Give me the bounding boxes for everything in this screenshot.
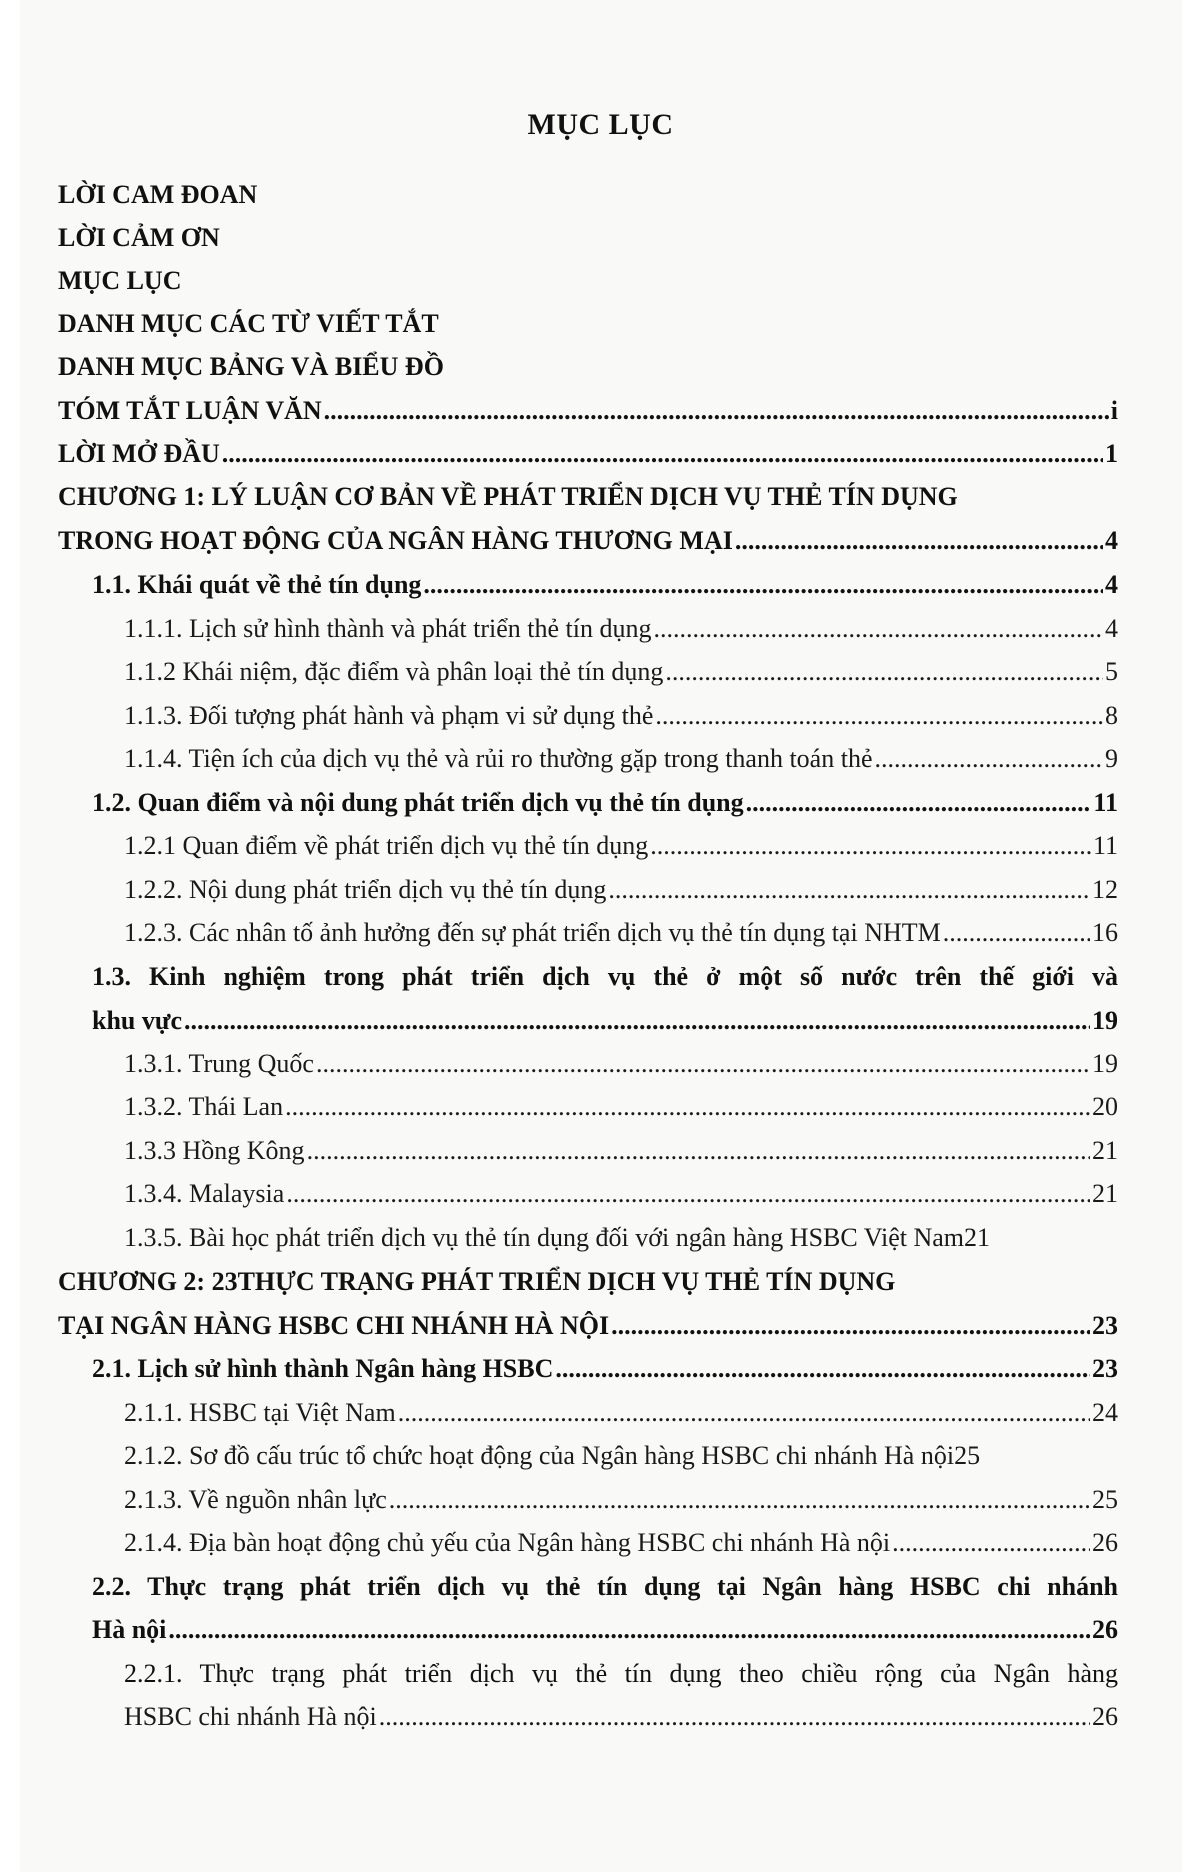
- toc-entry-2-2-1: [124, 1697, 1118, 1737]
- toc-entry-label: TẠI NGÂN HÀNG HSBC CHI NHÁNH HÀ NỘI: [58, 1311, 610, 1340]
- toc-entry-2-1-1: [124, 1393, 1118, 1433]
- dot-leader: [389, 1480, 1090, 1520]
- toc-page-number: 1: [1105, 439, 1118, 468]
- toc-page-number: 23: [1092, 1311, 1118, 1340]
- toc-entry-label: 1.1.3. Đối tượng phát hành và phạm vi sử dụng thẻ: [124, 701, 654, 730]
- dot-leader: [307, 1131, 1090, 1171]
- toc-page-number: 5: [1105, 657, 1118, 686]
- toc-chapter2-line1: CHƯƠNG 2: 23THỰC TRẠNG PHÁT TRIỂN DỊCH VỤ THẺ TÍN DỤNG: [58, 1267, 896, 1296]
- toc-entry-1-3-2: [124, 1087, 1118, 1127]
- toc-entry-label: TÓM TẮT LUẬN VĂN: [58, 396, 322, 425]
- toc-front-muc-luc: MỤC LỤC: [58, 266, 182, 295]
- toc-entry-label: 1.3.2. Thái Lan: [124, 1092, 284, 1121]
- toc-entry-label: LỜI MỞ ĐẦU: [58, 439, 220, 468]
- toc-page-number: 20: [1092, 1092, 1118, 1121]
- dot-leader: [324, 391, 1109, 431]
- toc-1-3-line1: 1.3. Kinh nghiệm trong phát triển dịch vụ thẻ ở một số nước trên thế giới và: [92, 962, 1118, 991]
- dot-leader: [398, 1393, 1090, 1433]
- toc-entry-label: 1.1. Khái quát về thẻ tín dụng: [92, 570, 422, 599]
- toc-entry-label: 1.2.2. Nội dung phát triển dịch vụ thẻ tín dụng: [124, 875, 607, 904]
- toc-entry-label: 1.1.2 Khái niệm, đặc điểm và phân loại thẻ tín dụng: [124, 657, 664, 686]
- toc-page-number: 11: [1093, 788, 1118, 817]
- dot-leader: [608, 870, 1090, 910]
- dot-leader: [892, 1523, 1090, 1563]
- toc-entry-label: 1.2.1 Quan điểm về phát triển dịch vụ thẻ tín dụng: [124, 831, 649, 860]
- toc-entry-label: 1.3.1. Trung Quốc: [124, 1049, 314, 1078]
- toc-entry-1-3-1: [124, 1044, 1118, 1084]
- toc-2-2-line1: 2.2. Thực trạng phát triển dịch vụ thẻ tín dụng tại Ngân hàng HSBC chi nhánh: [92, 1572, 1118, 1601]
- toc-page-number: i: [1110, 396, 1118, 425]
- toc-entry-chapter2: [58, 1306, 1118, 1346]
- toc-entry-2-1-3: [124, 1480, 1118, 1520]
- toc-entry-label: 1.2. Quan điểm và nội dung phát triển dịch vụ thẻ tín dụng: [92, 788, 744, 817]
- toc-entry-1-2-2: [124, 870, 1118, 910]
- toc-title: MỤC LỤC: [527, 108, 674, 141]
- dot-leader: [168, 1610, 1090, 1650]
- toc-page-number: 11: [1092, 831, 1118, 860]
- toc-page-number: 19: [1092, 1049, 1118, 1078]
- dot-leader: [286, 1174, 1090, 1214]
- toc-entry-label: 1.2.3. Các nhân tố ảnh hưởng đến sự phát triển dịch vụ thẻ tín dụng tại NHTM: [124, 918, 941, 947]
- dot-leader: [735, 521, 1103, 561]
- toc-entry-1-2-1: [124, 826, 1118, 866]
- toc-entry-chapter1: [58, 521, 1118, 561]
- toc-entry-label: Hà nội: [92, 1615, 167, 1644]
- dot-leader: [746, 783, 1092, 823]
- toc-entry-label: 2.1.3. Về nguồn nhân lực: [124, 1485, 387, 1514]
- toc-entry-1-1-4: [124, 739, 1118, 779]
- toc-entry-1-2: [92, 783, 1118, 823]
- toc-entry-1-1-2: [124, 652, 1118, 692]
- dot-leader: [285, 1087, 1090, 1127]
- toc-front-cam-doan: LỜI CAM ĐOAN: [58, 180, 258, 209]
- toc-entry-1-3: [92, 1001, 1118, 1041]
- dot-leader: [611, 1306, 1090, 1346]
- dot-leader: [379, 1697, 1090, 1737]
- toc-page-number: 12: [1092, 875, 1118, 904]
- dot-leader: [943, 913, 1090, 953]
- toc-page-number: 4: [1105, 614, 1118, 643]
- toc-entry-2-2: [92, 1610, 1118, 1650]
- toc-page-number: 19: [1092, 1006, 1118, 1035]
- toc-chapter1-line1: CHƯƠNG 1: LÝ LUẬN CƠ BẢN VỀ PHÁT TRIỂN DỊCH VỤ THẺ TÍN DỤNG: [58, 482, 958, 511]
- toc-entry-label: HSBC chi nhánh Hà nội: [124, 1702, 377, 1731]
- toc-entry-intro: [58, 434, 1118, 474]
- toc-page-number: 21: [964, 1223, 990, 1252]
- toc-entry-label: khu vực: [92, 1006, 183, 1035]
- toc-entry-label: TRONG HOẠT ĐỘNG CỦA NGÂN HÀNG THƯƠNG MẠI: [58, 526, 733, 555]
- dot-leader: [650, 826, 1091, 866]
- toc-entry-1-2-3: [124, 913, 1118, 953]
- toc-entry-label: 1.1.1. Lịch sử hình thành và phát triển thẻ tín dụng: [124, 614, 652, 643]
- toc-entry-label: 2.1.4. Địa bàn hoạt động chủ yếu của Ngân hàng HSBC chi nhánh Hà nội: [124, 1528, 891, 1557]
- toc-entry-2-1-2: [124, 1436, 1124, 1476]
- dot-leader: [654, 609, 1103, 649]
- toc-page-number: 26: [1092, 1615, 1118, 1644]
- toc-page-number: 4: [1105, 526, 1118, 555]
- toc-2-2-1-line1: 2.2.1. Thực trạng phát triển dịch vụ thẻ tín dụng theo chiều rộng của Ngân hàng: [124, 1659, 1118, 1688]
- toc-page-number: 26: [1092, 1528, 1118, 1557]
- toc-entry-1-1: [92, 565, 1118, 605]
- toc-page-number: 24: [1092, 1398, 1118, 1427]
- toc-entry-1-3-5: [124, 1218, 1134, 1258]
- toc-page-number: 25: [954, 1441, 981, 1470]
- dot-leader: [655, 696, 1103, 736]
- dot-leader: [184, 1001, 1090, 1041]
- dot-leader: [555, 1349, 1090, 1389]
- toc-page-number: 26: [1092, 1702, 1118, 1731]
- dot-leader: [665, 652, 1103, 692]
- toc-page-number: 21: [1092, 1179, 1118, 1208]
- toc-front-cam-on: LỜI CẢM ƠN: [58, 223, 220, 252]
- toc-page-number: 8: [1105, 701, 1118, 730]
- toc-entry-1-3-3: [124, 1131, 1118, 1171]
- toc-front-tables-charts: DANH MỤC BẢNG VÀ BIỂU ĐỒ: [58, 352, 444, 381]
- toc-front-abbreviations: DANH MỤC CÁC TỪ VIẾT TẮT: [58, 309, 439, 338]
- dot-leader: [222, 434, 1103, 474]
- toc-entry-label: 1.1.4. Tiện ích của dịch vụ thẻ và rủi ro thường gặp trong thanh toán thẻ: [124, 744, 873, 773]
- toc-entry-1-3-4: [124, 1174, 1118, 1214]
- toc-page-number: 25: [1092, 1485, 1118, 1514]
- toc-entry-summary: [58, 391, 1118, 431]
- toc-page-number: 21: [1092, 1136, 1118, 1165]
- toc-entry-label: 2.1. Lịch sử hình thành Ngân hàng HSBC: [92, 1354, 554, 1383]
- toc-page-number: 4: [1105, 570, 1118, 599]
- toc-entry-label: 1.3.4. Malaysia: [124, 1179, 285, 1208]
- toc-page-number: 16: [1092, 918, 1118, 947]
- dot-leader: [316, 1044, 1090, 1084]
- toc-entry-2-1: [92, 1349, 1118, 1389]
- toc-entry-1-1-3: [124, 696, 1118, 736]
- dot-leader: [875, 739, 1104, 779]
- toc-entry-label: 1.3.3 Hồng Kông: [124, 1136, 305, 1165]
- dot-leader: [423, 565, 1103, 605]
- toc-entry-1-1-1: [124, 609, 1118, 649]
- toc-entry-2-1-4: [124, 1523, 1118, 1563]
- toc-entry-label: 2.1.2. Sơ đồ cấu trúc tổ chức hoạt động của Ngân hàng HSBC chi nhánh Hà nội: [124, 1441, 955, 1470]
- toc-entry-label: 1.3.5. Bài học phát triển dịch vụ thẻ tín dụng đối với ngân hàng HSBC Việt Nam: [124, 1223, 964, 1252]
- toc-page-number: 23: [1092, 1354, 1118, 1383]
- toc-entry-label: 2.1.1. HSBC tại Việt Nam: [124, 1398, 396, 1427]
- toc-page-number: 9: [1105, 744, 1118, 773]
